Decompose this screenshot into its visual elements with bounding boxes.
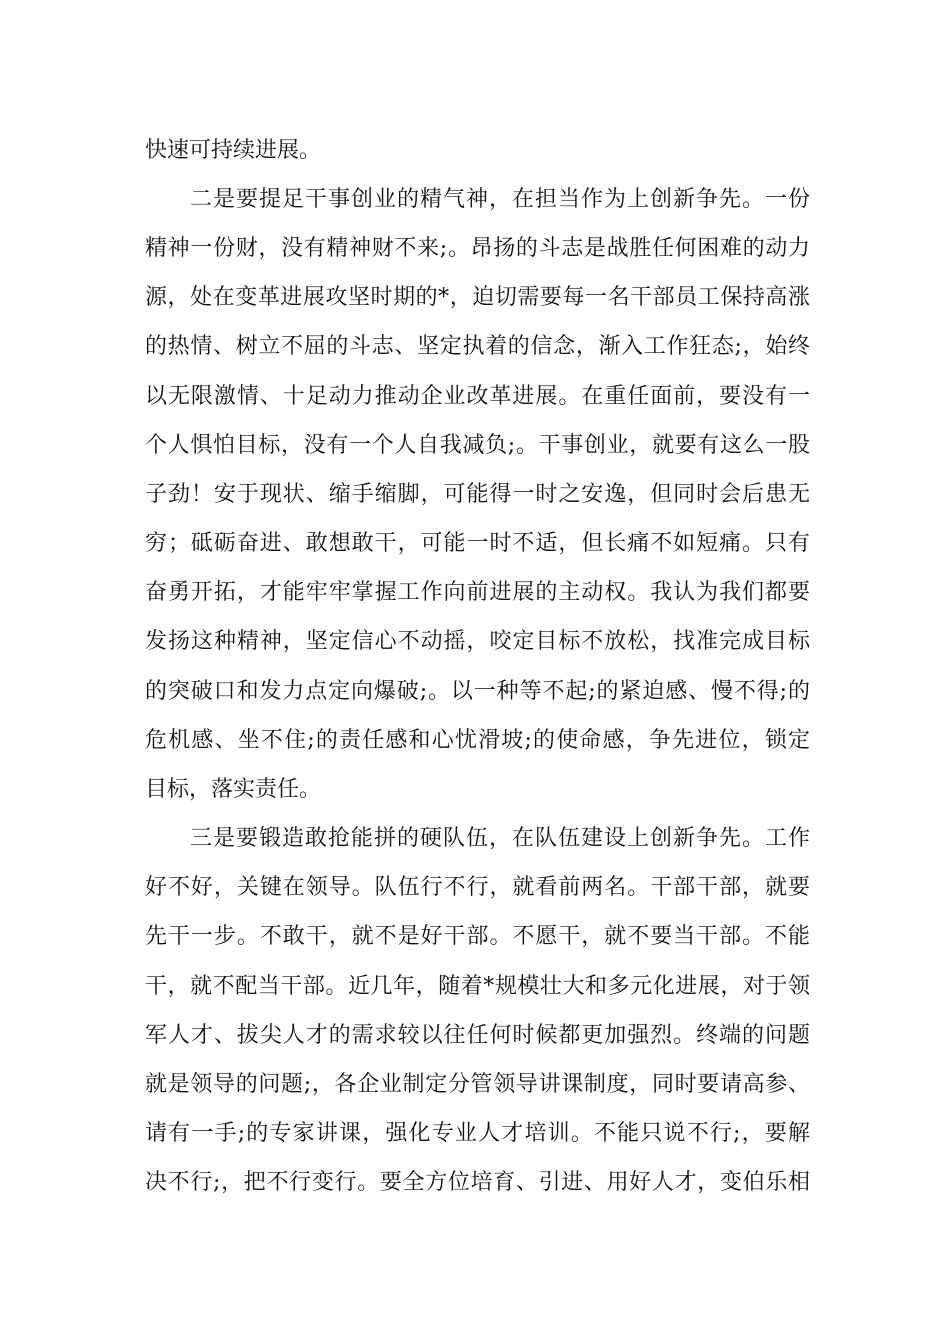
text-line: 就是领导的问题;，各企业制定分管领导讲课制度，同时要请高参、	[145, 1072, 810, 1097]
text-line: 好不好，关键在领导。队伍行不行，就看前两名。干部干部，就要	[145, 875, 810, 900]
text-line: 以无限激情、十足动力推动企业改革进展。在重任面前，要没有一	[145, 384, 810, 409]
text-line: 穷；砥砺奋进、敢想敢干，可能一时不适，但长痛不如短痛。只有	[145, 531, 810, 556]
text-line: 干，就不配当干部。近几年，随着*规模壮大和多元化进展，对于领	[145, 974, 810, 999]
text-line: 个人惧怕目标，没有一个人自我减负;。干事创业，就要有这么一股	[145, 433, 810, 458]
text-line: 决不行;，把不行变行。要全方位培育、引进、用好人才，变伯乐相	[145, 1170, 810, 1195]
paragraph-start-line: 二是要提足干事创业的精气神，在担当作为上创新争先。一份	[190, 187, 810, 212]
text-line: 军人才、拔尖人才的需求较以往任何时候都更加强烈。终端的问题	[145, 1023, 810, 1048]
text-line: 奋勇开拓，才能牢牢掌握工作向前进展的主动权。我认为我们都要	[145, 580, 810, 605]
text-line: 请有一手;的专家讲课，强化专业人才培训。不能只说不行;，要解	[145, 1121, 810, 1146]
text-line: 先干一步。不敢干，就不是好干部。不愿干，就不要当干部。不能	[145, 924, 810, 949]
text-line: 快速可持续进展。	[145, 138, 322, 163]
paragraph-start-line: 三是要锻造敢抢能拼的硬队伍，在队伍建设上创新争先。工作	[190, 826, 810, 851]
text-line: 危机感、坐不住;的责任感和心忧滑坡;的使命感，争先进位，锁定	[145, 728, 810, 753]
text-line: 目标，落实责任。	[145, 777, 322, 802]
text-line: 的突破口和发力点定向爆破;。以一种等不起;的紧迫感、慢不得;的	[145, 679, 810, 704]
text-line: 发扬这种精神，坚定信心不动摇，咬定目标不放松，找准完成目标	[145, 629, 810, 654]
text-line: 精神一份财，没有精神财不来;。昂扬的斗志是战胜任何困难的动力	[145, 236, 810, 261]
text-line: 的热情、树立不屈的斗志、坚定执着的信念，渐入工作狂态;，始终	[145, 334, 810, 359]
text-line: 源，处在变革进展攻坚时期的*，迫切需要每一名干部员工保持高涨	[145, 285, 810, 310]
text-line: 子劲！安于现状、缩手缩脚，可能得一时之安逸，但同时会后患无	[145, 482, 810, 507]
